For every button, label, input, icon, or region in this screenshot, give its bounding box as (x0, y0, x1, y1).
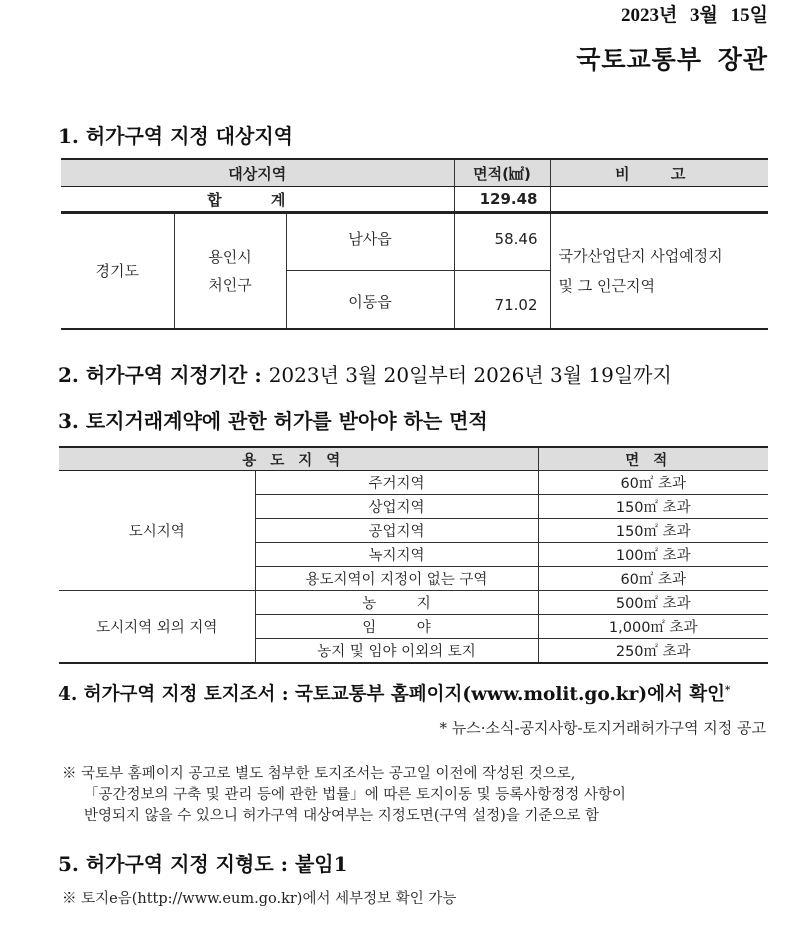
target-area-table (61, 158, 768, 330)
zone-area: 500㎡ 초과 (538, 591, 768, 615)
designation-period: 2023년 3월 20일부터 2026년 3월 19일까지 (268, 363, 672, 387)
col-area: 면적 (538, 447, 768, 471)
zone-name: 임 야 (255, 615, 538, 639)
section2-title: 2. 허가구역 지정기간 : (58, 363, 262, 387)
group-urban: 도시지역 (59, 471, 255, 591)
col-area-size: 면적(㎢) (454, 159, 550, 187)
remarks-cell (550, 213, 768, 329)
col-target-area: 대상지역 (61, 159, 454, 187)
table-row (61, 213, 768, 271)
footnote-mark: * (725, 684, 731, 696)
zone-name: 농지 및 임야 이외의 토지 (255, 639, 538, 664)
table-header-row (59, 447, 768, 471)
zone-area: 60㎡ 초과 (538, 471, 768, 495)
zone-area: 1,000㎡ 초과 (538, 615, 768, 639)
zone-name: 농 지 (255, 591, 538, 615)
zone-name: 녹지지역 (255, 543, 538, 567)
zone-area: 250㎡ 초과 (538, 639, 768, 664)
col-remarks: 비 고 (550, 159, 768, 187)
total-label: 합 계 (61, 187, 454, 213)
zone-name: 주거지역 (255, 471, 538, 495)
province-cell: 경기도 (61, 213, 174, 329)
notice-line: ※ 국토부 홈페이지 공고로 별도 첨부한 토지조서는 공고일 이전에 작성된 것으로, (62, 766, 576, 782)
notice-line: 반영되지 않을 수 있으니 허가구역 대상여부는 지정도면(구역 설정)을 기준으로 함 (84, 808, 600, 824)
area-name: 남사읍 (286, 213, 454, 271)
zone-area: 150㎡ 초과 (538, 495, 768, 519)
zone-name: 상업지역 (255, 495, 538, 519)
zone-name: 공업지역 (255, 519, 538, 543)
remark-line: 및 그 인근지역 (558, 276, 655, 295)
district-name: 처인구 (208, 275, 252, 294)
remark-line: 국가산업단지 사업예정지 (558, 246, 723, 265)
section5-heading: 5. 허가구역 지정 지형도 : 붙임1 (58, 852, 348, 876)
document-date: 2023년 3월 15일 (620, 5, 768, 26)
zone-name: 용도지역이 지정이 없는 구역 (255, 567, 538, 591)
table-row (59, 471, 768, 495)
notice-line: 「공간정보의 구축 및 관리 등에 관한 법률」에 따른 토지이동 및 등록사항정정 사항이 (84, 787, 626, 803)
area-value: 58.46 (454, 213, 550, 271)
total-value: 129.48 (454, 187, 550, 213)
section5-note: ※ 토지e음(http://www.eum.go.kr)에서 세부정보 확인 가능 (62, 891, 457, 907)
area-name: 이동읍 (286, 271, 454, 329)
section3-heading: 3. 토지거래계약에 관한 허가를 받아야 하는 면적 (58, 409, 488, 433)
table-header-row (61, 159, 768, 187)
section4-title: 4. 허가구역 지정 토지조서 : 국토교통부 홈페이지(www.molit.go.kr)에서 확인 (58, 684, 726, 705)
col-zone: 용도지역 (59, 447, 538, 471)
section2-heading (58, 359, 672, 388)
zone-area: 100㎡ 초과 (538, 543, 768, 567)
total-row (61, 187, 768, 213)
section1-heading: 1. 허가구역 지정 대상지역 (58, 124, 293, 148)
permit-area-table (59, 446, 768, 664)
issuer-title: 국토교통부 장관 (576, 45, 768, 74)
zone-area: 60㎡ 초과 (538, 567, 768, 591)
table-row (59, 591, 768, 615)
city-name: 용인시 (208, 247, 252, 266)
group-nonurban: 도시지역 외의 지역 (59, 591, 255, 664)
section4-footnote: * 뉴스·소식-공지사항-토지거래허가구역 지정 공고 (439, 719, 766, 737)
area-value: 71.02 (454, 271, 550, 329)
section4-heading (58, 680, 730, 706)
notice-block (62, 764, 774, 827)
zone-area: 150㎡ 초과 (538, 519, 768, 543)
city-district-cell (174, 213, 286, 329)
